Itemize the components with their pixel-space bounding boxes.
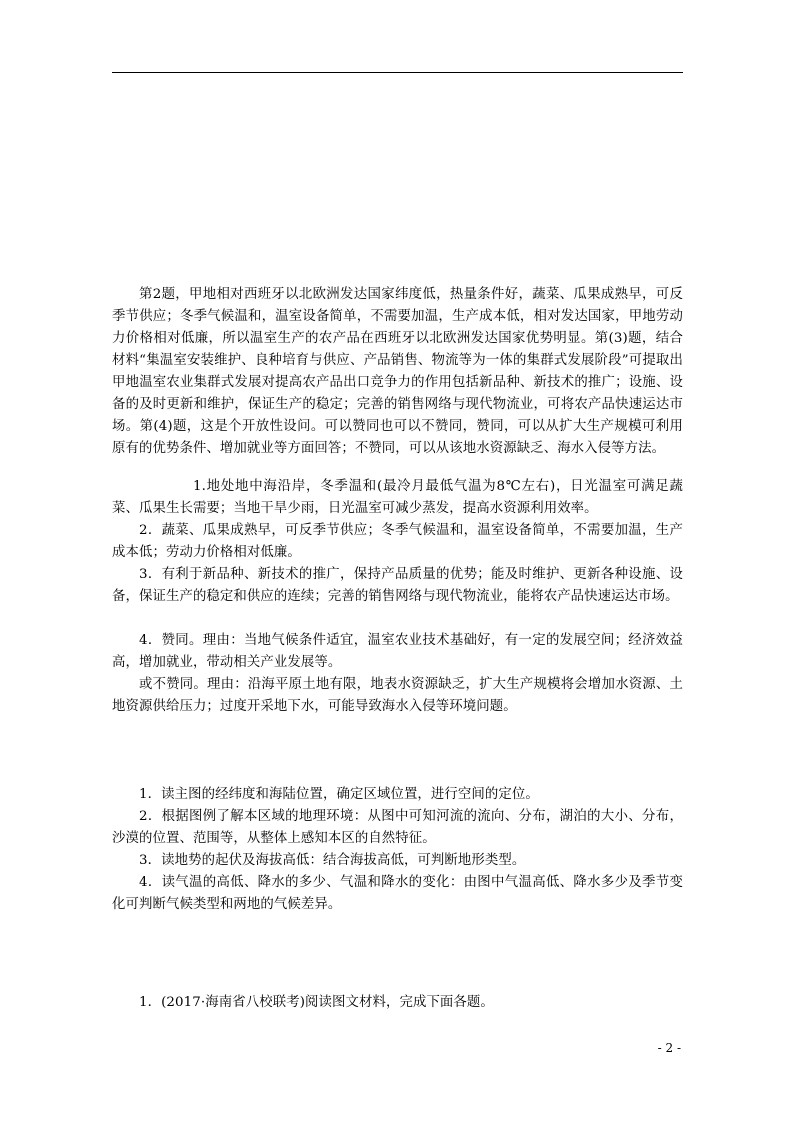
answer-1: 1.地处地中海沿岸，冬季温和(最冷月最低气温为8℃左右)，日光温室可满足蔬菜、瓜果生长需要；当地干旱少雨，日光温室可减少蒸发，提高水资源利用效率。 (112, 479, 683, 516)
header-rule (112, 72, 683, 73)
answer-3: 3．有利于新品种、新技术的推广，保持产品质量的优势；能及时维护、更新各种设施、设备，保证生产的稳定和供应的连续；完善的销售网络与现代物流业，能将农产品快速运达市场。 (112, 567, 683, 604)
answer-4-alt: 或不赞同。理由：沿海平原土地有限，地表水资源缺乏，扩大生产规模将会增加水资源、土地资源供给压力；过度开采地下水，可能导致海水入侵等环境问题。 (112, 677, 683, 714)
method-step-3: 3．读地势的起伏及海拔高低：结合海拔高低，可判断地形类型。 (139, 853, 526, 868)
analysis-paragraph: 第2题，甲地相对西班牙以北欧洲发达国家纬度低，热量条件好，蔬菜、瓜果成熟早，可反季节供应；冬季气候温和，温室设备简单，不需要加温，生产成本低，相对发达国家，甲地劳动力价格相对低廉，所以温室生产的农产品在西班牙以北欧洲发达国家优势明显。第(3)题，结合材料“集温室安装维护、良种培育与供应、产品销售、物流等为一体的集群式发展阶段”可提取出甲地温室农业集群式发展对提高农产品出口竞争力的作用包括新品种、新技术的推广；设施、设备的及时更新和维护，保证生产的稳定；完善的销售网络与现代物流业，可将农产品快速运达市场。第(4)题，这是个开放性设问。可以赞同也可以不赞同，赞同，可以从扩大生产规模可利用原有的优势条件、增加就业等方面回答；不赞同，可以从该地水资源缺乏、海水入侵等方法。 (112, 287, 683, 456)
exercise-question-1: 1．(2017·海南省八校联考)阅读图文材料，完成下面各题。 (139, 995, 494, 1010)
answer-2: 2．蔬菜、瓜果成熟早，可反季节供应；冬季气候温和，温室设备简单，不需要加温，生产成本低；劳动力价格相对低廉。 (112, 523, 683, 560)
method-step-1: 1．读主图的经纬度和海陆位置，确定区域位置，进行空间的定位。 (139, 787, 539, 802)
method-step-4: 4．读气温的高低、降水的多少、气温和降水的变化：由图中气温高低、降水多少及季节变化可判断气候类型和两地的气候差异。 (112, 875, 683, 912)
page-number: - 2 - (657, 1041, 681, 1055)
method-step-2: 2．根据图例了解本区域的地理环境：从图中可知河流的流向、分布，湖泊的大小、分布，沙漠的位置、范围等，从整体上感知本区的自然特征。 (112, 809, 683, 846)
answer-4: 4．赞同。理由：当地气候条件适宜，温室农业技术基础好，有一定的发展空间；经济效益高，增加就业，带动相关产业发展等。 (112, 633, 683, 670)
